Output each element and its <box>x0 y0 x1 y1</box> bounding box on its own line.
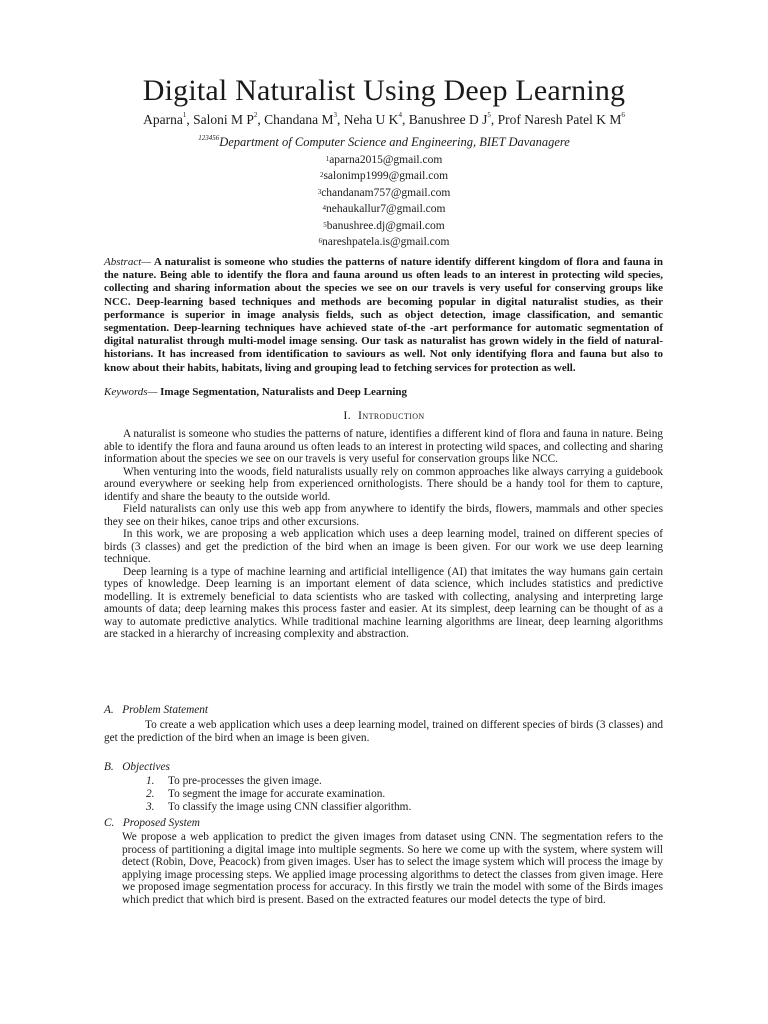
subsection-heading-proposed: C. Proposed System <box>104 817 200 829</box>
author: Chandana $M^3$, <box>264 111 344 127</box>
introduction-body <box>104 428 663 641</box>
paragraph: When venturing into the woods, field naturalists usually rely on common approaches like always carrying a guidebook around everywhere or seeking help from experienced ornithologists. There should be a handy tool for them to capture, identify and share the beauty to the outside world. <box>104 465 663 503</box>
proposed-system: We propose a web application to predict the given images from dataset using CNN. The segmentation refers to the process of partitioning a digital image into multiple segments. So here we come up with the system, where system will detect (Robin, Dove, Peacock) from given images. User has to select the image system which will process the image by applying image processing steps. We applied image processing algorithms to detect the classes from given image. Here we proposed image segmentation process for accuracy. In this firstly we train the model with some of the Birds images which predict that which bird is present. Based on the extracted features our model detects the type of bird. <box>122 831 663 906</box>
author: Prof Naresh Patel K $M^6$ <box>497 111 625 127</box>
subsection-heading-problem: A. Problem Statement <box>104 704 209 716</box>
keywords: Keywords— Image Segmentation, Naturalists and Deep Learning <box>104 386 408 398</box>
paragraph: A naturalist is someone who studies the patterns of nature, identifies a different kind of flora and fauna in nature. Being able to identify the flora and fauna around us often leads to an interest in protecting wild spaces, and collecting and sharing information about the species we see on our travels is very useful for conservation groups like NCC. <box>104 428 663 465</box>
list-item: 2. To segment the image for accurate examination. <box>146 788 386 800</box>
paper-title: Digital Naturalist Using Deep Learning <box>142 74 626 107</box>
email: $^1$aparna2015@gmail.com <box>325 154 443 166</box>
affiliation: $^{123456}$Department of Computer Science and Engineering, BIET Davanagere <box>198 134 570 149</box>
author: Banushree D $J^5$, <box>408 111 498 127</box>
email: $^4$nehaukallur7@gmail.com <box>322 203 446 216</box>
paragraph: Field naturalists can only use this web app from anywhere to identify the birds, flowers, mammals and other species they see on their hikes, canoe trips and other excursions. <box>104 503 663 528</box>
email: $^2$salonimp1999@gmail.com <box>319 170 449 183</box>
paragraph: In this work, we are proposing a web application which uses a deep learning model, trained on different species of birds (3 classes) and get the prediction of the bird when an image is been given. For our work we use deep learning technique. <box>104 528 663 565</box>
author: Saloni M $P^2$, <box>193 111 265 127</box>
author: Aparna$^1$, <box>143 111 194 127</box>
email: $^6$nareshpatela.is@gmail.com <box>318 236 450 249</box>
abstract: Abstract— A naturalist is someone who studies the patterns of nature identify different kingdom of flora and fauna in the nature. Being able to identify the flora and fauna around us often leads to an interest in protecting wild species, collecting and sharing information about the species we see on our travels is very useful for conserving groups like NCC. Deep-learning based techniques and methods are becoming popular in digital naturalist studies, as their performance is superior in image analysis fields, such as object detection, image classification, and semantic segmentation. Deep-learning techniques have achieved state of-the -art performance for automatic segmentation of digital naturalist through multi-model image sensing. Our task as naturalist has grown widely in the field of natural-historians. It has increased from identification to saviours as well. Not only identifying flora and fauna but also to know about their habits, habitats, living and grouping lead to fetching services for protection as well. <box>104 256 663 374</box>
list-item: 3. To classify the image using CNN classifier algorithm. <box>146 801 412 813</box>
paragraph: Deep learning is a type of machine learning and artificial intelligence (AI) that imitates the way humans gain certain types of knowledge. Deep learning is an important element of data science, which includes statistics and predictive modelling. It is extremely beneficial to data scientists who are tasked with collecting, analysing and interpreting large amounts of data; deep learning makes this process faster and easier. At its simplest, deep learning can be thought of as a way to automate predictive analytics. While traditional machine learning algorithms are linear, deep learning algorithms are stacked in a hierarchy of increasing complexity and abstraction. <box>104 565 663 640</box>
email: $^3$chandanam757@gmail.com <box>317 186 451 199</box>
author-list <box>0 112 768 128</box>
email: $^5$banushree.dj@gmail.com <box>323 219 445 232</box>
section-heading-introduction: I. Introduction <box>343 408 425 422</box>
list-item: 1. To pre-processes the given image. <box>146 775 322 787</box>
subsection-heading-objectives: B. Objectives <box>104 761 170 773</box>
objectives-list <box>146 775 411 814</box>
problem-statement: To create a web application which uses a deep learning model, trained on different species of birds (3 classes) and get the prediction of the bird when an image is been given. <box>104 719 663 744</box>
email-list <box>0 152 768 250</box>
author: Neha U $K^4$, <box>343 111 409 127</box>
